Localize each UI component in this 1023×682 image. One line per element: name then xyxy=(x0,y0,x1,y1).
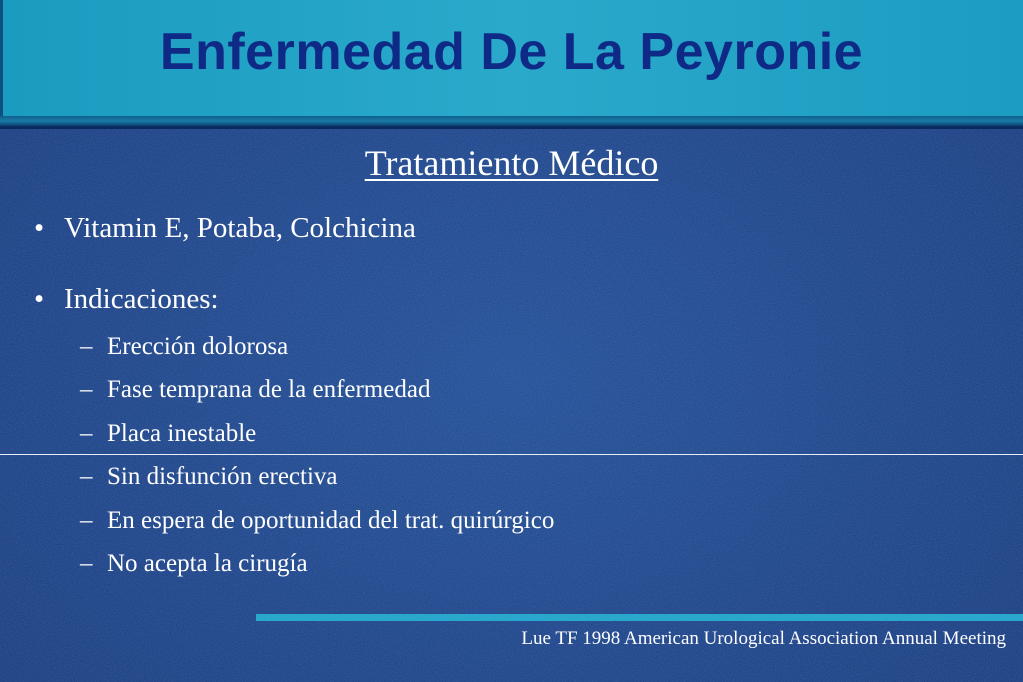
sub-item-text: No acepta la cirugía xyxy=(107,550,308,577)
footer-citation: Lue TF 1998 American Urological Association Annual Meeting xyxy=(521,628,1006,649)
bullet-marker: • xyxy=(34,212,45,244)
sub-item xyxy=(80,376,430,404)
sub-item xyxy=(80,550,308,578)
sub-marker: – xyxy=(80,376,93,403)
sub-item xyxy=(80,463,338,491)
footer-accent-bar xyxy=(256,614,1023,621)
sub-marker: – xyxy=(80,333,93,360)
sub-item-text: Fase temprana de la enfermedad xyxy=(107,376,431,403)
slide-subtitle xyxy=(0,142,1023,184)
sub-item-text: Sin disfunción erectiva xyxy=(107,463,338,490)
slide-title: Enfermedad De La Peyronie xyxy=(159,23,864,81)
sub-marker: – xyxy=(80,507,93,534)
sub-marker: – xyxy=(80,463,93,490)
bullet-item xyxy=(34,283,219,316)
title-banner-rule xyxy=(0,116,1023,126)
sub-item xyxy=(80,507,554,535)
bullet-text: Indicaciones: xyxy=(64,283,219,315)
sub-item-text: En espera de oportunidad del trat. quirúrgico xyxy=(107,507,555,534)
title-banner-shadow xyxy=(0,126,1023,129)
sub-item xyxy=(80,420,256,448)
divider-line xyxy=(0,454,1023,455)
bullet-item xyxy=(34,212,416,245)
sub-marker: – xyxy=(80,420,93,447)
subtitle-text: Tratamiento Médico xyxy=(364,143,659,183)
sub-marker: – xyxy=(80,550,93,577)
sub-item-text: Erección dolorosa xyxy=(107,333,289,360)
sub-item-text: Placa inestable xyxy=(107,420,257,447)
bullet-text: Vitamin E, Potaba, Colchicina xyxy=(64,212,416,244)
bullet-marker: • xyxy=(34,283,45,315)
sub-item xyxy=(80,333,288,361)
